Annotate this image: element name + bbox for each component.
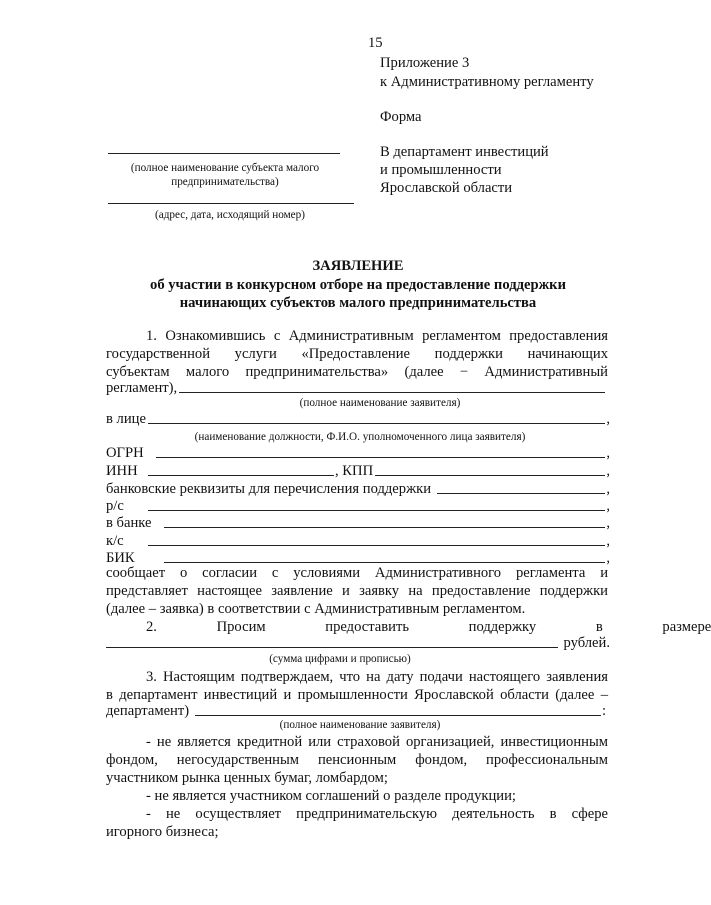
rubles-label: рублей. xyxy=(563,635,610,651)
bank-details-line[interactable] xyxy=(437,493,605,494)
p3-line-3: департамент) xyxy=(106,703,190,719)
p1-line-4: регламент), xyxy=(106,380,178,396)
document-subtitle-1: об участии в конкурсном отборе на предоставление поддержки xyxy=(150,277,566,293)
ogrn-row[interactable]: ОГРН , xyxy=(106,445,610,461)
page-number: 15 xyxy=(368,35,383,51)
bullet-1-line-3: участником рынка ценных бумаг, ломбардом; xyxy=(106,770,388,786)
in-bank-label: в банке xyxy=(106,515,152,531)
ks-line[interactable] xyxy=(148,545,605,546)
ogrn-line[interactable] xyxy=(156,457,605,458)
rs-row[interactable]: р/с , xyxy=(106,498,610,514)
entity-hint-1: (полное наименование субъекта малого xyxy=(130,162,320,174)
inn-label: ИНН xyxy=(106,463,138,479)
bank-line[interactable] xyxy=(164,527,605,528)
rs-label: р/с xyxy=(106,498,124,514)
p1-conclusion-2: представляет настоящее заявление и заявку на предоставление поддержки xyxy=(106,583,608,599)
p3-applicant-hint: (полное наименование заявителя) xyxy=(279,719,441,731)
p2-line-1: 2. Просим предоставить поддержку в размере xyxy=(146,619,711,635)
regulation-label: к Административному регламенту xyxy=(380,74,594,90)
entity-name-line[interactable] xyxy=(108,153,340,154)
recipient-line-1: В департамент инвестиций xyxy=(380,144,549,160)
p1-line-1: 1. Ознакомившись с Административным регламентом предоставления xyxy=(146,328,608,344)
bik-line[interactable] xyxy=(164,562,605,563)
inn-kpp-row[interactable]: ИНН , КПП , xyxy=(106,463,610,479)
bullet-3-line-2: игорного бизнеса; xyxy=(106,824,219,840)
entity-hint-2: предпринимательства) xyxy=(171,176,279,188)
bik-label: БИК xyxy=(106,550,135,566)
in-person-label: в лице xyxy=(106,411,146,427)
document-title: ЗАЯВЛЕНИЕ xyxy=(312,258,404,274)
document-subtitle-2: начинающих субъектов малого предпринимательства xyxy=(179,295,537,311)
p1-line-2: государственной услуги «Предоставление поддержки начинающих xyxy=(106,346,608,362)
bullet-1-line-2: фондом, негосударственным пенсионным фондом, профессиональным xyxy=(106,752,608,768)
bullet-1-line-1: - не является кредитной или страховой организацией, инвестиционным xyxy=(146,734,608,750)
kpp-label: , КПП xyxy=(335,463,374,479)
bank-details-row[interactable]: банковские реквизиты для перечисления поддержки , xyxy=(106,481,610,497)
person-row[interactable]: в лице , xyxy=(106,411,610,427)
address-hint: (адрес, дата, исходящий номер) xyxy=(155,209,305,221)
applicant-hint: (полное наименование заявителя) xyxy=(299,397,461,409)
bullet-3-line-1: - не осуществляет предпринимательскую деятельность в сфере xyxy=(146,806,608,822)
sum-hint: (сумма цифрами и прописью) xyxy=(269,653,411,665)
recipient-line-2: и промышленности xyxy=(380,162,502,178)
person-hint: (наименование должности, Ф.И.О. уполномоченного лица заявителя) xyxy=(194,431,526,443)
bank-details-label: банковские реквизиты для перечисления поддержки xyxy=(106,481,432,497)
ogrn-label: ОГРН xyxy=(106,445,144,461)
bik-row[interactable]: БИК , xyxy=(106,550,610,566)
form-label: Форма xyxy=(380,109,422,125)
inn-line[interactable] xyxy=(148,475,334,476)
recipient-line-3: Ярославской области xyxy=(380,180,513,196)
p1-conclusion-1: сообщает о согласии с условиями Административного регламента и xyxy=(106,565,608,581)
p3-applicant-line[interactable] xyxy=(195,715,601,716)
p3-line-2: в департамент инвестиций и промышленности Ярославской области (далее – xyxy=(106,687,608,703)
p1-conclusion-3: (далее – заявка) в соответствии с Административным регламентом. xyxy=(106,601,526,617)
bank-row[interactable]: в банке , xyxy=(106,515,610,531)
rs-line[interactable] xyxy=(148,510,605,511)
sum-line[interactable] xyxy=(106,647,558,648)
kpp-line[interactable] xyxy=(375,475,605,476)
person-line[interactable] xyxy=(148,423,605,424)
applicant-line[interactable] xyxy=(179,392,605,393)
p3-line-1: 3. Настоящим подтверждаем, что на дату подачи настоящего заявления xyxy=(146,669,608,685)
ks-label: к/с xyxy=(106,533,124,549)
sum-row[interactable] xyxy=(106,634,610,652)
applicant-row[interactable] xyxy=(106,379,606,397)
appendix-label: Приложение 3 xyxy=(380,55,470,71)
ks-row[interactable]: к/с , xyxy=(106,533,610,549)
department-row[interactable]: департамент) : xyxy=(106,703,606,719)
p1-line-3: субъектам малого предпринимательства» (далее − Административный xyxy=(106,364,608,380)
bullet-2: - не является участником соглашений о разделе продукции; xyxy=(146,788,516,804)
address-line[interactable] xyxy=(108,203,354,204)
